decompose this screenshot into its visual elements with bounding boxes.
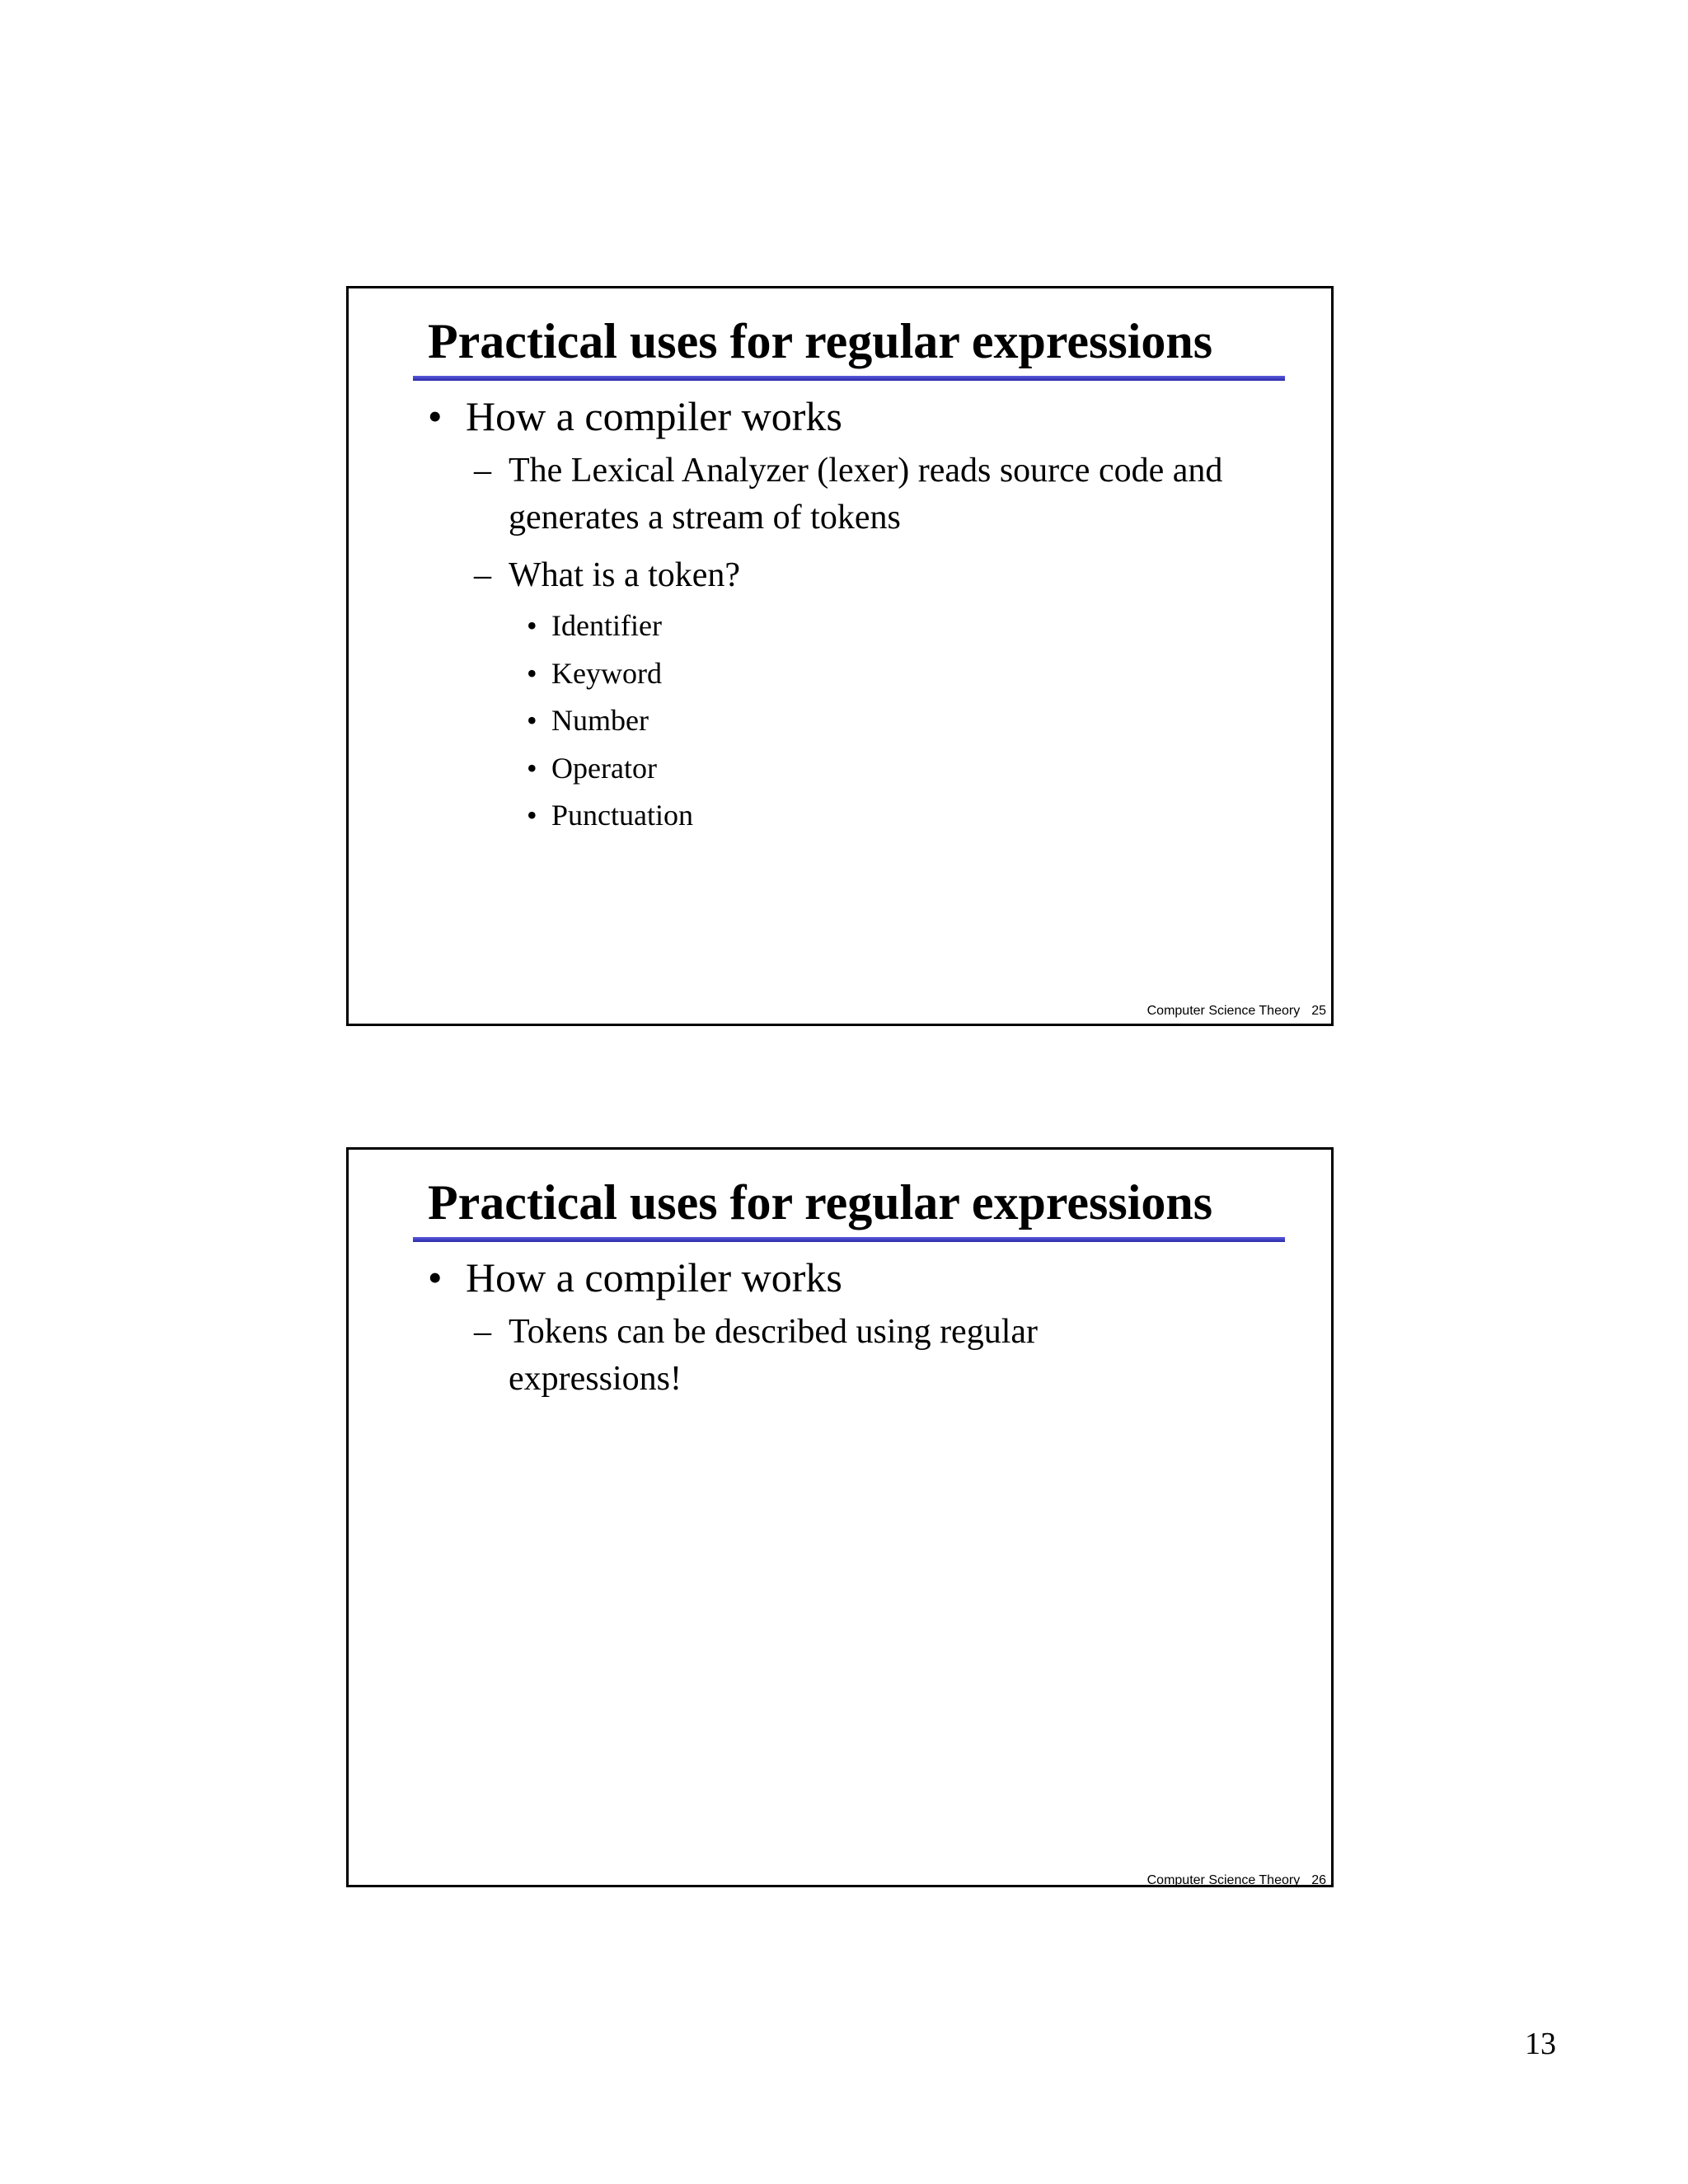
slide-body <box>428 394 1285 840</box>
list-item <box>428 792 1285 840</box>
page-number: 13 <box>1525 2027 1556 2061</box>
list-item-text: Punctuation <box>551 799 693 832</box>
list-item <box>428 650 1285 698</box>
sub-bullet-text: The Lexical Analyzer (lexer) reads source code and generates a stream of tokens <box>509 452 1223 537</box>
token-type-list <box>428 602 1285 840</box>
bullet-marker: • <box>527 704 537 738</box>
footer-course-title: Computer Science Theory <box>1146 1004 1301 1018</box>
sub-bullet-item <box>428 1309 1135 1402</box>
list-item-text: Identifier <box>551 609 662 643</box>
list-item-text: Number <box>551 704 649 738</box>
sub-bullet-text: Tokens can be described using regular expressions! <box>509 1313 1038 1398</box>
dash-marker: – <box>474 556 491 595</box>
title-underline <box>413 1237 1285 1242</box>
sub-bullet-item <box>428 552 1285 599</box>
sub-bullet-text: What is a token? <box>509 556 741 595</box>
slide-25 <box>346 286 1334 1026</box>
bullet-item <box>428 1255 1285 1301</box>
slide-title: Practical uses for regular expressions <box>428 314 1213 368</box>
dash-marker: – <box>474 1313 491 1351</box>
bullet-item <box>428 394 1285 439</box>
list-item <box>428 697 1285 745</box>
bullet-marker: • <box>527 656 537 690</box>
bullet-marker: • <box>527 609 537 643</box>
dash-marker: – <box>474 452 491 490</box>
bullet-text: How a compiler works <box>466 393 842 439</box>
bullet-marker: • <box>428 1254 443 1301</box>
list-item-text: Keyword <box>551 656 662 690</box>
bullet-marker: • <box>527 751 537 785</box>
list-item <box>428 602 1285 650</box>
slide-number: 25 <box>1311 1004 1326 1018</box>
bullet-marker: • <box>527 799 537 832</box>
slide-title: Practical uses for regular expressions <box>428 1175 1213 1230</box>
sub-bullet-item <box>428 448 1285 541</box>
slide-26 <box>346 1147 1334 1887</box>
list-item <box>428 745 1285 793</box>
list-item-text: Operator <box>551 751 657 785</box>
bullet-text: How a compiler works <box>466 1254 842 1301</box>
slide-footer <box>1147 1004 1326 1019</box>
slide-footer <box>1147 1873 1326 1888</box>
footer-course-title: Computer Science Theory <box>1146 1873 1301 1887</box>
slide-number: 26 <box>1311 1873 1326 1887</box>
title-underline <box>413 376 1285 381</box>
slide-body <box>428 1255 1285 1402</box>
bullet-marker: • <box>428 393 443 439</box>
